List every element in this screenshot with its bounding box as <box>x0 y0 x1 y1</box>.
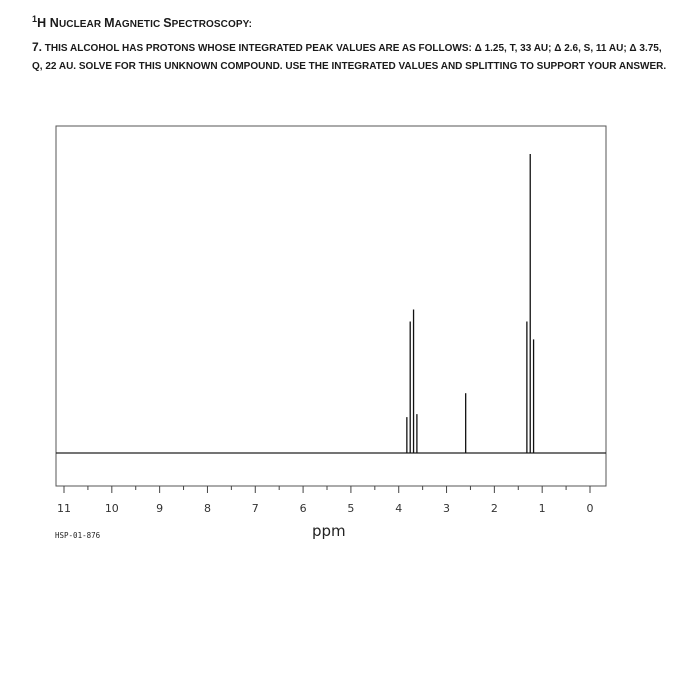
question-body: THIS ALCOHOL HAS PROTONS WHOSE INTEGRATED PEAK VALUES ARE AS FOLLOWS: Δ 1.25, T, 33 AU; Δ 2.6, S, 11 AU; Δ 3.75, Q, 22 AU. SOLVE FOR THIS UNKNOWN COMPOUND. USE THE INTEGRATED VALUES AND SPLITTING TO SUPPORT YOUR ANSWER. <box>32 43 667 72</box>
tick-label: 1 <box>538 502 546 515</box>
tick-label: 6 <box>299 502 307 515</box>
tick-label: 4 <box>395 502 403 515</box>
heading-part: UCLEAR <box>58 19 105 31</box>
heading-part: PECTROSCOPY: <box>171 19 253 31</box>
tick-label: 8 <box>203 502 211 515</box>
x-axis-ticks <box>64 486 590 493</box>
heading-part: M <box>104 16 115 31</box>
heading-part: AGNETIC <box>114 19 164 31</box>
tick-label: 10 <box>104 502 119 515</box>
spectrum-code: HSP-01-876 <box>55 531 101 540</box>
tick-label: 9 <box>156 502 164 515</box>
heading-part: S <box>163 16 172 31</box>
tick-label: 11 <box>57 502 71 515</box>
question-number: 7. <box>32 40 43 54</box>
plot-frame <box>56 126 606 486</box>
tick-label: 2 <box>490 502 498 515</box>
spectrum-peaks <box>56 154 606 453</box>
tick-label: 7 <box>251 502 259 515</box>
tick-label: 3 <box>443 502 451 515</box>
x-axis-label: ppm <box>312 522 346 540</box>
heading-part: H N <box>37 16 59 31</box>
x-axis-tick-labels <box>57 502 594 515</box>
tick-label: 0 <box>586 502 594 515</box>
tick-label: 5 <box>347 502 355 515</box>
superscript-one: 1 <box>32 14 38 24</box>
